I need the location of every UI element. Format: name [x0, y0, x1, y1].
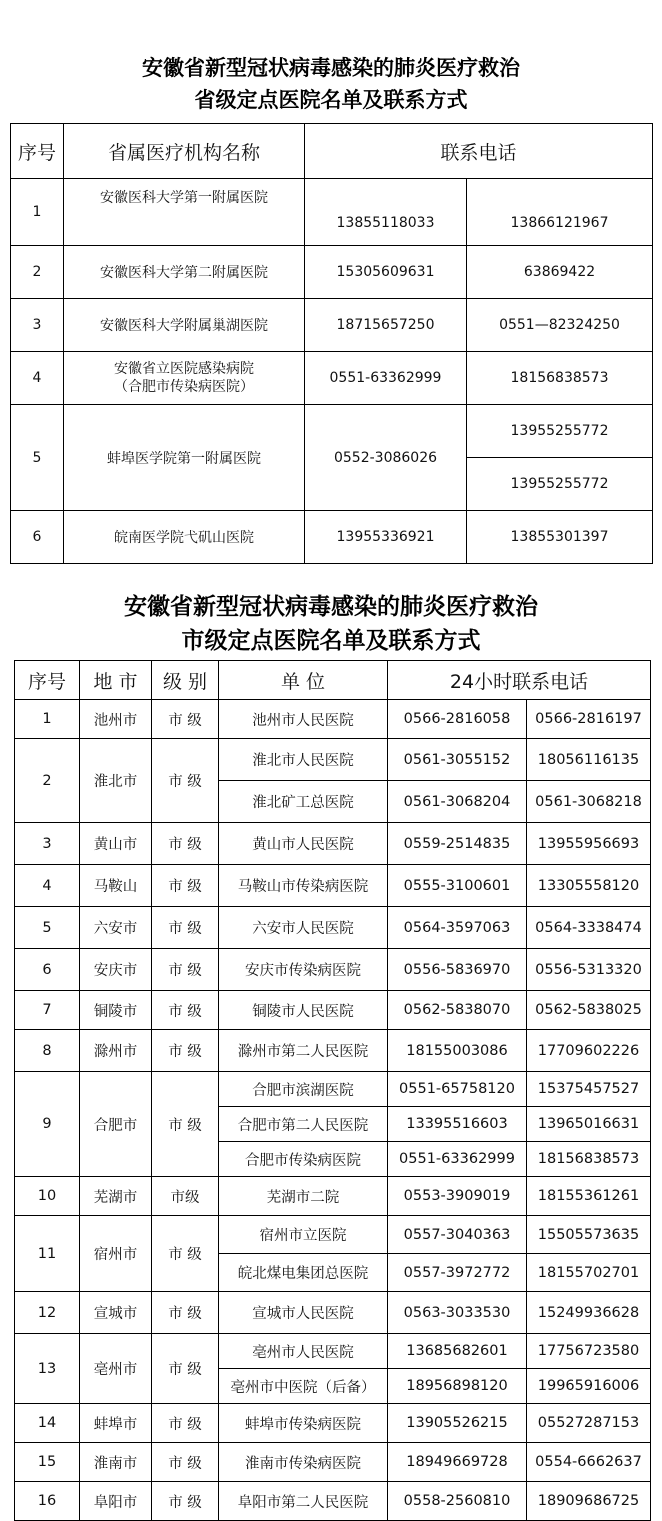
phone-1: 18155003086: [388, 1030, 527, 1072]
phone-2: 19965916006: [527, 1369, 651, 1404]
table-header-row: [11, 124, 653, 179]
phone-2: 18155702701: [527, 1254, 651, 1292]
phone-1: 13905526215: [388, 1404, 527, 1443]
provincial-title: [0, 52, 662, 116]
row-no: 5: [11, 405, 64, 511]
phone-1: 18949669728: [388, 1443, 527, 1482]
phone-2: 17709602226: [527, 1030, 651, 1072]
phone-1: 0563-3033530: [388, 1292, 527, 1334]
level: 市 级: [152, 991, 219, 1030]
row-no: 10: [15, 1177, 80, 1216]
city-name: 芜湖市: [80, 1177, 152, 1216]
table-row: [11, 405, 653, 458]
phone-2: 18056116135: [527, 739, 651, 781]
table-row: [15, 907, 651, 949]
header-unit: 单 位: [219, 661, 388, 700]
phone-1: 0556-5836970: [388, 949, 527, 991]
table-row: [15, 1072, 651, 1107]
unit-name: 阜阳市第二人民医院: [219, 1482, 388, 1521]
level: 市 级: [152, 907, 219, 949]
phone-2: 13866121967: [467, 179, 653, 246]
row-no: 14: [15, 1404, 80, 1443]
phone-2: 13965016631: [527, 1107, 651, 1142]
phone-2: 13305558120: [527, 865, 651, 907]
provincial-title-line2: 省级定点医院名单及联系方式: [194, 87, 468, 112]
level: 市 级: [152, 1292, 219, 1334]
hospital-name: [64, 352, 305, 405]
hospital-name-line2: （合肥市传染病医院）: [114, 379, 254, 395]
table-row: [15, 1404, 651, 1443]
phone-2: 0551—82324250: [467, 299, 653, 352]
phone-2: 13855301397: [467, 511, 653, 564]
unit-name: 池州市人民医院: [219, 700, 388, 739]
city-name: 阜阳市: [80, 1482, 152, 1521]
unit-name: 合肥市滨湖医院: [219, 1072, 388, 1107]
unit-name: 黄山市人民医院: [219, 823, 388, 865]
city-name: 滁州市: [80, 1030, 152, 1072]
hospital-name-line1: 安徽省立医院感染病院: [114, 361, 254, 377]
phone-2: 0562-5838025: [527, 991, 651, 1030]
header-level: 级 别: [152, 661, 219, 700]
table-row: [15, 1292, 651, 1334]
phone-2: 17756723580: [527, 1334, 651, 1369]
unit-name: 亳州市人民医院: [219, 1334, 388, 1369]
phone-1: 0557-3972772: [388, 1254, 527, 1292]
city-title-line1: 安徽省新型冠状病毒感染的肺炎医疗救治: [124, 593, 538, 620]
phone-1: 0551-63362999: [388, 1142, 527, 1177]
unit-name: 亳州市中医院（后备）: [219, 1369, 388, 1404]
level: 市 级: [152, 1404, 219, 1443]
phone-1: 13855118033: [305, 179, 467, 246]
city-name: 安庆市: [80, 949, 152, 991]
phone-1: 0564-3597063: [388, 907, 527, 949]
unit-name: 宣城市人民医院: [219, 1292, 388, 1334]
phone-2: 15505573635: [527, 1216, 651, 1254]
row-no: 8: [15, 1030, 80, 1072]
table-row: [11, 511, 653, 564]
row-no: 7: [15, 991, 80, 1030]
phone-1: 0551-65758120: [388, 1072, 527, 1107]
header-no: 序号: [11, 124, 64, 179]
phone-1: 13395516603: [388, 1107, 527, 1142]
level: 市 级: [152, 1072, 219, 1177]
hospital-name: 皖南医学院弋矶山医院: [64, 511, 305, 564]
table-row: [15, 1030, 651, 1072]
city-name: 宿州市: [80, 1216, 152, 1292]
unit-name: 合肥市传染病医院: [219, 1142, 388, 1177]
phone-1: 0561-3068204: [388, 781, 527, 823]
phone-2: 18156838573: [467, 352, 653, 405]
level: 市 级: [152, 949, 219, 991]
row-no: 1: [15, 700, 80, 739]
header-phone: 联系电话: [305, 124, 653, 179]
phone-1: 0555-3100601: [388, 865, 527, 907]
table-row: [15, 949, 651, 991]
city-name: 马鞍山: [80, 865, 152, 907]
unit-name: 皖北煤电集团总医院: [219, 1254, 388, 1292]
table-row: [15, 865, 651, 907]
phone-2: 0561-3068218: [527, 781, 651, 823]
level: 市级: [152, 1177, 219, 1216]
phone-1: 0561-3055152: [388, 739, 527, 781]
phone-1: 0566-2816058: [388, 700, 527, 739]
table-row: [11, 246, 653, 299]
hospital-name: 安徽医科大学第一附属医院: [64, 179, 305, 246]
phone-1: 0557-3040363: [388, 1216, 527, 1254]
phone-2: 15249936628: [527, 1292, 651, 1334]
city-title-line2: 市级定点医院名单及联系方式: [181, 627, 481, 654]
unit-name: 宿州市立医院: [219, 1216, 388, 1254]
table-row: [11, 299, 653, 352]
level: 市 级: [152, 1216, 219, 1292]
city-name: 池州市: [80, 700, 152, 739]
row-no: 6: [11, 511, 64, 564]
row-no: 1: [11, 179, 64, 246]
table-row: [15, 1443, 651, 1482]
phone-1: 15305609631: [305, 246, 467, 299]
level: 市 级: [152, 739, 219, 823]
phone-2: 0556-5313320: [527, 949, 651, 991]
phone-1: 0558-2560810: [388, 1482, 527, 1521]
phone-1: 0552-3086026: [305, 405, 467, 511]
unit-name: 蚌埠市传染病医院: [219, 1404, 388, 1443]
hospital-name: 安徽医科大学第二附属医院: [64, 246, 305, 299]
row-no: 2: [15, 739, 80, 823]
table-row: [15, 991, 651, 1030]
phone-1: 13955336921: [305, 511, 467, 564]
unit-name: 淮南市传染病医院: [219, 1443, 388, 1482]
level: 市 级: [152, 1443, 219, 1482]
phone-1: 0562-5838070: [388, 991, 527, 1030]
table-row: [11, 179, 653, 246]
table-row: [15, 823, 651, 865]
row-no: 13: [15, 1334, 80, 1404]
level: 市 级: [152, 1030, 219, 1072]
level: 市 级: [152, 700, 219, 739]
provincial-title-line1: 安徽省新型冠状病毒感染的肺炎医疗救治: [142, 55, 520, 80]
header-phone: 24小时联系电话: [388, 661, 651, 700]
phone-1: 0551-63362999: [305, 352, 467, 405]
row-no: 2: [11, 246, 64, 299]
table-row: [15, 1482, 651, 1521]
city-name: 铜陵市: [80, 991, 152, 1030]
phone-2: 13955956693: [527, 823, 651, 865]
row-no: 6: [15, 949, 80, 991]
phone-2: 18155361261: [527, 1177, 651, 1216]
city-name: 亳州市: [80, 1334, 152, 1404]
city-name: 六安市: [80, 907, 152, 949]
row-no: 16: [15, 1482, 80, 1521]
phone-1: 0553-3909019: [388, 1177, 527, 1216]
table-header-row: [15, 661, 651, 700]
hospital-name: 蚌埠医学院第一附属医院: [64, 405, 305, 511]
phone-1: 13685682601: [388, 1334, 527, 1369]
unit-name: 安庆市传染病医院: [219, 949, 388, 991]
phone-1: 18715657250: [305, 299, 467, 352]
row-no: 3: [15, 823, 80, 865]
phone-2: 18909686725: [527, 1482, 651, 1521]
phone-1: 0559-2514835: [388, 823, 527, 865]
city-title: [0, 590, 662, 658]
table-row: [15, 700, 651, 739]
phone-1: 18956898120: [388, 1369, 527, 1404]
hospital-name: 安徽医科大学附属巢湖医院: [64, 299, 305, 352]
phone-2: 13955255772: [467, 405, 653, 458]
city-name: 淮南市: [80, 1443, 152, 1482]
row-no: 9: [15, 1072, 80, 1177]
header-no: 序号: [15, 661, 80, 700]
row-no: 12: [15, 1292, 80, 1334]
city-hospital-table: [14, 660, 651, 1521]
unit-name: 马鞍山市传染病医院: [219, 865, 388, 907]
phone-2: 18156838573: [527, 1142, 651, 1177]
unit-name: 合肥市第二人民医院: [219, 1107, 388, 1142]
city-name: 黄山市: [80, 823, 152, 865]
unit-name: 铜陵市人民医院: [219, 991, 388, 1030]
city-name: 蚌埠市: [80, 1404, 152, 1443]
table-row: [15, 1334, 651, 1369]
row-no: 4: [11, 352, 64, 405]
table-row: [11, 352, 653, 405]
phone-2: 0554-6662637: [527, 1443, 651, 1482]
city-name: 宣城市: [80, 1292, 152, 1334]
phone-2: 63869422: [467, 246, 653, 299]
level: 市 级: [152, 1334, 219, 1404]
phone-2: 0566-2816197: [527, 700, 651, 739]
phone-2: 05527287153: [527, 1404, 651, 1443]
header-city: 地 市: [80, 661, 152, 700]
row-no: 15: [15, 1443, 80, 1482]
phone-2: 0564-3338474: [527, 907, 651, 949]
unit-name: 滁州市第二人民医院: [219, 1030, 388, 1072]
unit-name: 六安市人民医院: [219, 907, 388, 949]
header-name: 省属医疗机构名称: [64, 124, 305, 179]
row-no: 4: [15, 865, 80, 907]
phone-2: 15375457527: [527, 1072, 651, 1107]
row-no: 3: [11, 299, 64, 352]
provincial-hospital-table: [10, 123, 653, 564]
level: 市 级: [152, 823, 219, 865]
phone-2: 13955255772: [467, 458, 653, 511]
table-row: [15, 1216, 651, 1254]
row-no: 5: [15, 907, 80, 949]
unit-name: 淮北矿工总医院: [219, 781, 388, 823]
row-no: 11: [15, 1216, 80, 1292]
table-row: [15, 1177, 651, 1216]
city-name: 淮北市: [80, 739, 152, 823]
city-name: 合肥市: [80, 1072, 152, 1177]
unit-name: 淮北市人民医院: [219, 739, 388, 781]
unit-name: 芜湖市二院: [219, 1177, 388, 1216]
table-row: [15, 739, 651, 781]
level: 市 级: [152, 1482, 219, 1521]
level: 市 级: [152, 865, 219, 907]
